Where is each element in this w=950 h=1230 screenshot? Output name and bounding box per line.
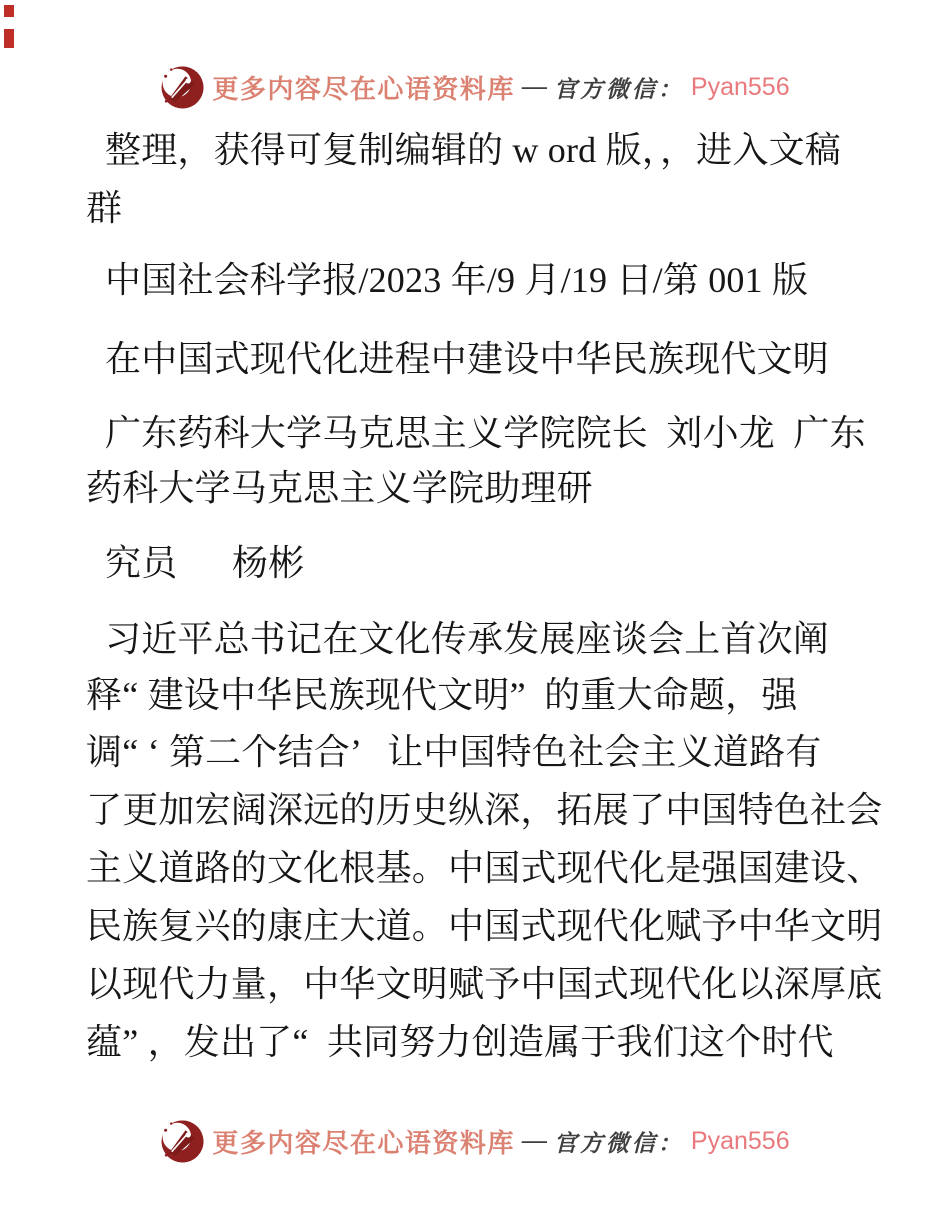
text-line: 民族复兴的康庄大道。中国式现代化赋予中华文明 xyxy=(86,906,883,946)
author-line: 药科大学马克思主义学院助理研 xyxy=(86,468,593,508)
brand-text: 更多内容尽在心语资料库 xyxy=(212,74,515,104)
text-line: 整理，获得可复制编辑的 w ord 版，，进入文稿 xyxy=(105,130,841,170)
wechat-id: Pyan556 xyxy=(690,72,790,101)
text-line: 群 xyxy=(86,188,123,228)
footer-watermark xyxy=(0,1116,950,1166)
wechat-label: 官方微信： xyxy=(553,1130,684,1156)
brand-text: 更多内容尽在心语资料库 xyxy=(212,1128,515,1158)
wechat-label: 官方微信： xyxy=(553,76,684,102)
separator-dash: — xyxy=(521,1127,547,1154)
separator-dash: — xyxy=(521,73,547,100)
heart-pen-logo-icon xyxy=(160,1119,205,1164)
author-line: 广东药科大学马克思主义学院院长 刘小龙 广东 xyxy=(105,413,866,453)
text-line: 释“ 建设中华民族现代文明” 的重大命题，强 xyxy=(86,675,798,715)
article-title: 在中国式现代化进程中建设中华民族现代文明 xyxy=(105,339,830,379)
corner-mark-icon xyxy=(4,5,14,17)
author-line: 究员 杨彬 xyxy=(105,543,305,583)
text-line: 以现代力量，中华文明赋予中国式现代化以深厚底 xyxy=(86,964,883,1004)
heart-pen-logo-icon xyxy=(160,65,205,110)
corner-mark-icon xyxy=(4,29,14,48)
wechat-id: Pyan556 xyxy=(690,1126,790,1155)
text-line: 习近平总书记在文化传承发展座谈会上首次阐 xyxy=(105,619,830,659)
text-line: 主义道路的文化根基。中国式现代化是强国建设、 xyxy=(86,848,883,888)
header-watermark xyxy=(0,62,950,112)
text-line: 蕴” ，发出了“ 共同努力创造属于我们这个时代 xyxy=(86,1022,834,1062)
source-line: 中国社会科学报/2023 年/9 月/19 日/第 001 版 xyxy=(105,260,809,300)
text-line: 调“ ‘ 第二个结合’ 让中国特色社会主义道路有 xyxy=(86,732,822,772)
text-line: 了更加宏阔深远的历史纵深，拓展了中国特色社会 xyxy=(86,790,883,830)
